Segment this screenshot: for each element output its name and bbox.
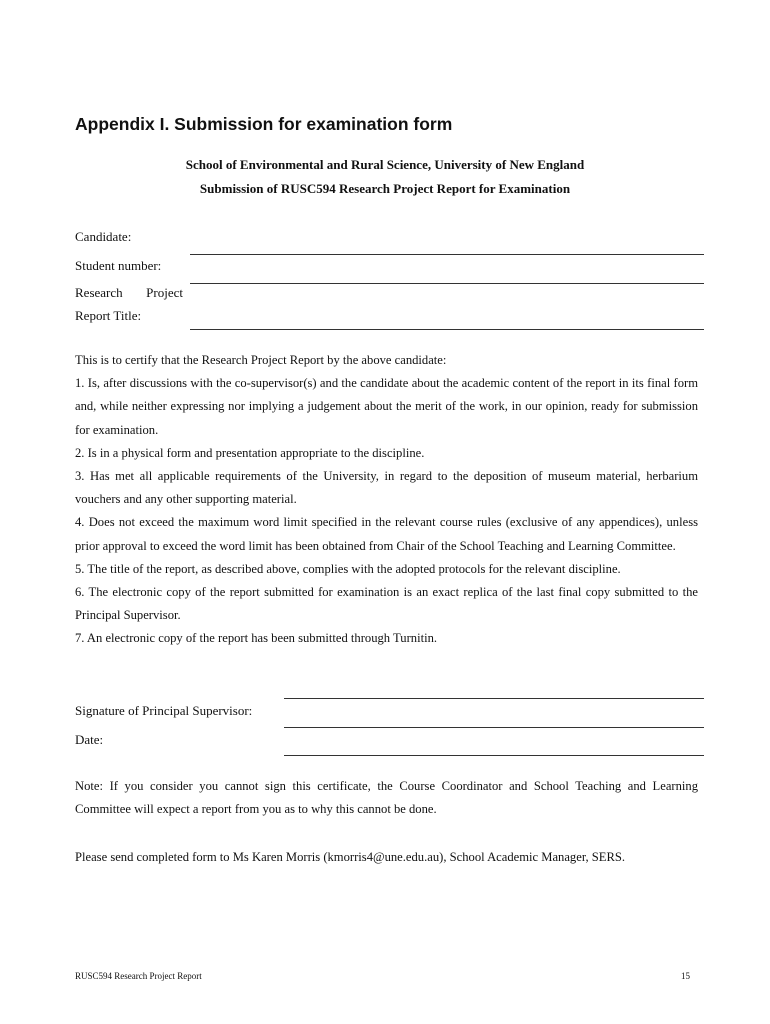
page-title: Appendix I. Submission for examination form <box>75 114 453 134</box>
list-item: 6. The electronic copy of the report submitted for examination is an exact replica of the last final copy submitted to the Principal Supervisor. <box>75 585 698 623</box>
list-item: 5. The title of the report, as described above, complies with the adopted protocols for the relevant discipline. <box>75 561 621 576</box>
note-text: Note: If you consider you cannot sign this certificate, the Course Coordinator and School Teaching and Learning Committee will expect a report from you as to why this cannot be done. <box>75 779 698 817</box>
date-field-line <box>284 755 704 756</box>
student-number-label: Student number: <box>75 258 162 273</box>
list-item: 7. An electronic copy of the report has been submitted through Turnitin. <box>75 631 438 646</box>
signature-label: Signature of Principal Supervisor: <box>75 703 253 718</box>
list-item: 2. Is in a physical form and presentation appropriate to the discipline. <box>75 445 425 460</box>
page-number: 15 <box>681 971 690 981</box>
report-title-label <box>75 281 183 327</box>
report-title-word2: Project <box>146 285 183 300</box>
certification-text <box>75 349 698 651</box>
list-item: 4. Does not exceed the maximum word limit specified in the relevant course rules (exclusive of any appendices), unless prior approval to exceed the word limit has been obtained from Chair of the School Teaching and Learning Committee. <box>75 515 698 553</box>
candidate-field-line <box>190 254 704 255</box>
signature-field-line <box>284 727 704 728</box>
submission-line: Submission of RUSC594 Research Project Report for Examination <box>199 181 571 196</box>
student-number-field-line <box>190 283 704 284</box>
footer-title: RUSC594 Research Project Report <box>75 971 202 981</box>
list-item: 3. Has met all applicable requirements of the University, in regard to the deposition of museum material, herbarium vouchers and any other supporting material. <box>75 469 698 507</box>
certify-intro: This is to certify that the Research Project Report by the above candidate: <box>75 353 447 367</box>
list-item: 1. Is, after discussions with the co-supervisor(s) and the candidate about the academic content of the report in its final form and, while neither expressing nor implying a judgement about the merit of the work, in our opinion, ready for submission for examination. <box>75 376 698 437</box>
report-title-line2: Report Title: <box>75 308 142 323</box>
school-line: School of Environmental and Rural Science, University of New England <box>185 157 585 172</box>
report-title-word1: Research <box>75 285 123 300</box>
candidate-label: Candidate: <box>75 229 132 244</box>
signature-top-line <box>284 698 704 699</box>
report-title-field-line <box>190 329 704 330</box>
send-instruction: Please send completed form to Ms Karen Morris (kmorris4@une.edu.au), School Academic Manager, SERS. <box>75 850 626 864</box>
date-label: Date: <box>75 732 104 747</box>
